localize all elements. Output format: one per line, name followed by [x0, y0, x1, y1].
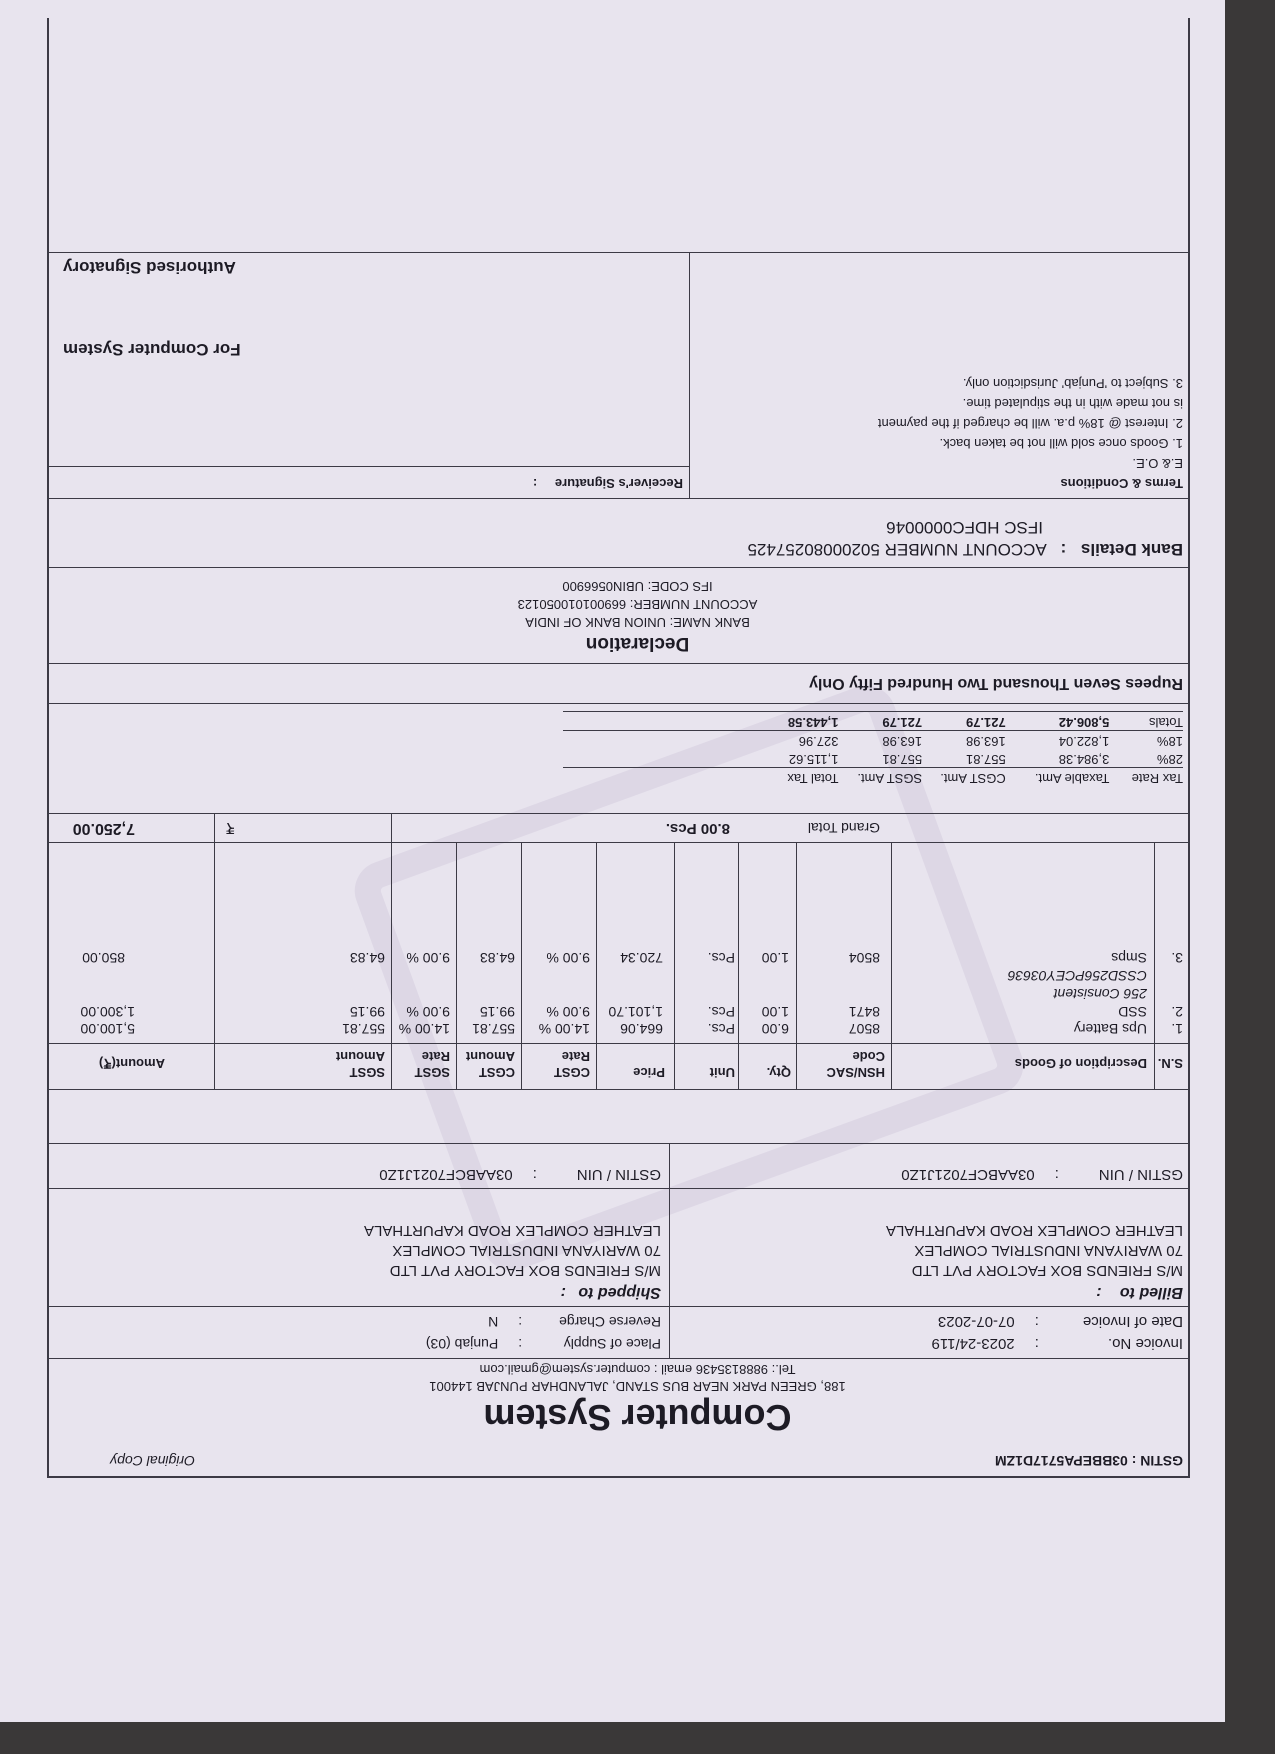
- billed-to-sep: :: [1096, 1284, 1102, 1301]
- place-of-supply: Punjab (03): [425, 1336, 499, 1352]
- bank-details-label: Bank Details: [1080, 540, 1183, 559]
- row3-price: 720.34: [620, 950, 663, 966]
- tax-totals-sgst: 721.79: [882, 715, 923, 730]
- billed-to-heading: [1096, 1283, 1183, 1301]
- shipped-gstin-label: GSTIN / UIN: [576, 1166, 661, 1183]
- shipped-gstin: 03AABCF7021J1Z0: [379, 1166, 513, 1183]
- place-sep: :: [518, 1336, 523, 1352]
- col-header-desc: Description of Goods: [1014, 1056, 1147, 1071]
- tax-row: [563, 749, 1183, 767]
- divider: [47, 466, 690, 467]
- for-company: For Computer System: [63, 340, 241, 359]
- col-line: [214, 814, 215, 1090]
- place-of-supply-row: [426, 1336, 661, 1352]
- grand-total-amount: 7,250.00: [72, 820, 135, 837]
- divider: [47, 1306, 1190, 1307]
- col-line: [674, 843, 675, 1090]
- tax-header-total: Total Tax: [787, 771, 839, 786]
- invoice-no: 2023-24/119: [931, 1335, 1015, 1352]
- declaration-heading: Declaration: [585, 633, 690, 654]
- row1-sgst-rate: 14.00 %: [398, 1021, 450, 1037]
- tax-cell: 18%: [1156, 734, 1183, 749]
- declaration-bank-name: BANK NAME: UNION BANK OF INDIA: [525, 615, 750, 630]
- row1-cgst-amt: 557.81: [472, 1021, 515, 1037]
- billed-gstin-row: [901, 1166, 1183, 1183]
- divider: [47, 1188, 1190, 1189]
- invoice-date-label: Date of Invoice: [1082, 1313, 1183, 1330]
- col-header-price: Price: [633, 1065, 665, 1080]
- row3-sgst-amt: 64.83: [349, 950, 385, 966]
- invoice-date-sep: :: [1034, 1313, 1039, 1330]
- tax-cell: 1,822.04: [1058, 734, 1110, 749]
- receiver-signature: [533, 476, 683, 491]
- col-line: [796, 843, 797, 1090]
- billed-to-name: M/S FRIENDS BOX FACTORY PVT LTD: [911, 1262, 1183, 1279]
- row2-desc-detail: 256 Consistent: [1053, 986, 1147, 1002]
- billed-gstin-label: GSTIN / UIN: [1098, 1166, 1183, 1183]
- terms-line: is not made with in the stipulated time.: [962, 396, 1183, 411]
- terms-line: 1. Goods once sold will not be taken back.: [939, 436, 1183, 451]
- row1-cgst-rate: 14.00 %: [538, 1021, 590, 1037]
- tax-cell: 28%: [1156, 752, 1183, 767]
- items-header-bottom: [47, 1043, 1190, 1044]
- tax-cell: 163.98: [882, 734, 923, 749]
- row2-cgst-rate: 9.00 %: [546, 1004, 590, 1020]
- frame-left: [1188, 18, 1190, 1478]
- col-header-sn: S.N.: [1157, 1056, 1183, 1071]
- row1-sn: 1.: [1171, 1021, 1183, 1037]
- place-label: Place of Supply: [563, 1336, 661, 1352]
- frame-right: [47, 18, 49, 1478]
- col-header-cgst-amt2: Amount: [465, 1049, 515, 1064]
- row3-cgst-amt: 64.83: [479, 950, 515, 966]
- reverse-label: Reverse Charge: [559, 1314, 661, 1330]
- frame-bottom: [47, 252, 1190, 253]
- billed-to-address1: 70 WARIYANA INDUSTRIAL COMPLEX: [914, 1242, 1183, 1259]
- reverse-charge: N: [488, 1314, 499, 1330]
- billed-gstin-sep: :: [1054, 1166, 1059, 1183]
- divider-vertical: [689, 253, 690, 499]
- bank-account-number: ACCOUNT NUMBER 50200080257425: [747, 540, 1047, 559]
- seller-gstin-sep: :: [1131, 1453, 1137, 1469]
- row1-amount: 5,100.00: [80, 1021, 135, 1037]
- row3-sn: 3.: [1171, 950, 1183, 966]
- copy-label: Original Copy: [110, 1453, 195, 1469]
- row2-desc: SSD: [1118, 1004, 1147, 1020]
- row2-price: 1,101.70: [608, 1004, 663, 1020]
- grand-total-bottom: [47, 813, 1190, 814]
- authorised-signatory: Authorised Signatory: [63, 258, 236, 277]
- col-line: [1154, 843, 1155, 1090]
- shipped-to-sep: :: [560, 1284, 566, 1301]
- tax-row: [563, 730, 1183, 749]
- row2-amount: 1,300.00: [80, 1004, 135, 1020]
- col-header-sgst-rate2: Rate: [421, 1049, 450, 1064]
- tax-header-taxable: Taxable Amt.: [1034, 771, 1110, 786]
- tax-cell: 1,115.62: [788, 752, 839, 767]
- receiver-signature-label: Receiver's Signature: [554, 476, 683, 491]
- divider-vertical: [669, 1144, 670, 1359]
- row3-cgst-rate: 9.00 %: [546, 950, 590, 966]
- declaration-ifsc: IFS CODE: UBIN0566900: [562, 579, 713, 594]
- divider: [47, 567, 1190, 568]
- row2-cgst-amt: 99.15: [479, 1004, 515, 1020]
- row1-sgst-amt: 557.81: [342, 1021, 385, 1037]
- tax-totals-label: Totals: [1149, 715, 1183, 730]
- billed-to-address2: LEATHER COMPLEX ROAD KAPURTHALA: [885, 1222, 1183, 1239]
- row3-hsn: 8504: [848, 950, 880, 966]
- seller-gstin: 03BBEPA5717D1ZM: [994, 1453, 1128, 1469]
- invoice-date-row: [938, 1313, 1183, 1330]
- divider: [47, 703, 1190, 704]
- tax-header-sgst: SGST Amt.: [857, 771, 923, 786]
- declaration-account: ACCOUNT NUMBER: 669001010050123: [517, 597, 758, 612]
- billed-to-label: Billed to: [1119, 1284, 1183, 1301]
- tax-cell: 557.81: [965, 752, 1006, 767]
- col-header-qty: Qty.: [766, 1065, 791, 1080]
- tax-cell: 327.96: [798, 734, 839, 749]
- tax-header-rate: Tax Rate: [1131, 771, 1183, 786]
- row2-sgst-amt: 99.15: [349, 1004, 385, 1020]
- row3-desc: Smps: [1111, 950, 1147, 966]
- terms-heading: Terms & Conditions: [1060, 476, 1183, 491]
- row2-qty: 1.00: [761, 1004, 789, 1020]
- invoice-date: 07-07-2023: [937, 1313, 1015, 1330]
- reverse-charge-row: [488, 1314, 661, 1330]
- tax-cell: 163.98: [965, 734, 1006, 749]
- tax-totals-total: 1,443.58: [787, 715, 839, 730]
- divider: [47, 663, 1190, 664]
- tax-summary: [563, 711, 1183, 786]
- col-line: [456, 843, 457, 1090]
- bank-details-row: [748, 539, 1183, 559]
- divider: [47, 498, 1190, 499]
- row2-hsn: 8471: [848, 1004, 880, 1020]
- col-line: [521, 843, 522, 1090]
- col-line: [596, 843, 597, 1090]
- col-header-sgst-amt: SGST: [349, 1065, 385, 1080]
- divider: [47, 1143, 1190, 1144]
- col-header-cgst-rate: CGST: [553, 1065, 590, 1080]
- invoice-no-label: Invoice No.: [1107, 1335, 1183, 1352]
- shipped-to-address2: LEATHER COMPLEX ROAD KAPURTHALA: [363, 1222, 661, 1239]
- shipped-gstin-row: [379, 1166, 661, 1183]
- terms-line: 2. Interest @ 18% p.a. will be charged if the payment: [877, 416, 1183, 431]
- tax-totals-taxable: 5,806.42: [1058, 715, 1110, 730]
- col-line: [891, 843, 892, 1090]
- shipped-gstin-sep: :: [532, 1166, 537, 1183]
- tax-cell: 3,984.38: [1058, 752, 1110, 767]
- receiver-signature-sep: :: [532, 476, 538, 491]
- col-line: [738, 843, 739, 1090]
- company-name: Computer System: [483, 1397, 792, 1438]
- row2-serial: CSSD256PCEY03636: [1007, 968, 1147, 984]
- col-header-hsn-code: Code: [852, 1049, 885, 1064]
- terms-line: 3. Subject to 'Punjab' Jurisdiction only.: [962, 376, 1183, 391]
- frame-top: [47, 1476, 1190, 1478]
- shipped-to-label: Shipped to: [578, 1284, 661, 1301]
- company-contact: Tel.: 9888135436 email : computer.system@gmail.com: [479, 1362, 796, 1377]
- row1-price: 664.06: [620, 1021, 663, 1037]
- col-header-cgst-rate2: Rate: [561, 1049, 590, 1064]
- bank-details-sep: :: [1060, 540, 1067, 559]
- seller-gstin-label: GSTIN: [1140, 1453, 1183, 1469]
- row1-qty: 6.00: [761, 1021, 789, 1037]
- bank-ifsc: IFSC HDFC0000046: [886, 518, 1043, 537]
- col-line: [391, 814, 392, 1090]
- items-header-top: [47, 1089, 1190, 1090]
- currency-symbol: ₹: [225, 819, 235, 836]
- terms-line: E.& O.E.: [1132, 456, 1183, 471]
- grand-total-label: Grand Total: [807, 820, 880, 836]
- row1-desc: Ups Battery: [1073, 1021, 1147, 1037]
- shipped-to-name: M/S FRIENDS BOX FACTORY PVT LTD: [389, 1262, 661, 1279]
- col-header-unit: Unit: [709, 1065, 735, 1080]
- tax-totals-cgst: 721.79: [965, 715, 1006, 730]
- row3-amount: 850.00: [82, 950, 125, 966]
- shipped-to-address1: 70 WARIYANA INDUSTRIAL COMPLEX: [392, 1242, 661, 1259]
- billed-gstin: 03AABCF7021J1Z0: [901, 1166, 1035, 1183]
- reverse-sep: :: [518, 1314, 523, 1330]
- amount-in-words: Rupees Seven Thousand Two Hundred Fifty Only: [809, 675, 1183, 692]
- col-header-hsn: HSN/SAC: [826, 1065, 885, 1080]
- row2-unit: Pcs.: [707, 1004, 735, 1020]
- row3-sgst-rate: 9.00 %: [406, 950, 450, 966]
- tax-totals-row: [563, 711, 1183, 730]
- invoice-no-row: [932, 1335, 1183, 1352]
- col-header-sgst-rate: SGST: [414, 1065, 450, 1080]
- row2-sn: 2.: [1171, 1004, 1183, 1020]
- grand-total-qty: 8.00 Pcs.: [665, 820, 730, 837]
- row2-sgst-rate: 9.00 %: [406, 1004, 450, 1020]
- row3-qty: 1.00: [761, 950, 789, 966]
- col-header-sgst-amt2: Amount: [335, 1049, 385, 1064]
- tax-header-cgst: CGST Amt.: [940, 771, 1006, 786]
- grand-total-top: [47, 842, 1190, 843]
- shipped-to-heading: [561, 1283, 661, 1301]
- tax-cell: 557.81: [882, 752, 923, 767]
- gstin-line: [995, 1453, 1183, 1469]
- row1-hsn: 8507: [848, 1021, 880, 1037]
- invoice-no-sep: :: [1034, 1335, 1039, 1352]
- row1-unit: Pcs.: [707, 1021, 735, 1037]
- row3-unit: Pcs.: [707, 950, 735, 966]
- company-address: 188, GREEN PARK NEAR BUS STAND, JALANDHAR PUNJAB 144001: [429, 1379, 846, 1394]
- divider: [47, 1358, 1190, 1359]
- col-header-cgst-amt: CGST: [478, 1065, 515, 1080]
- col-header-amount: Amount(₹): [98, 1056, 165, 1071]
